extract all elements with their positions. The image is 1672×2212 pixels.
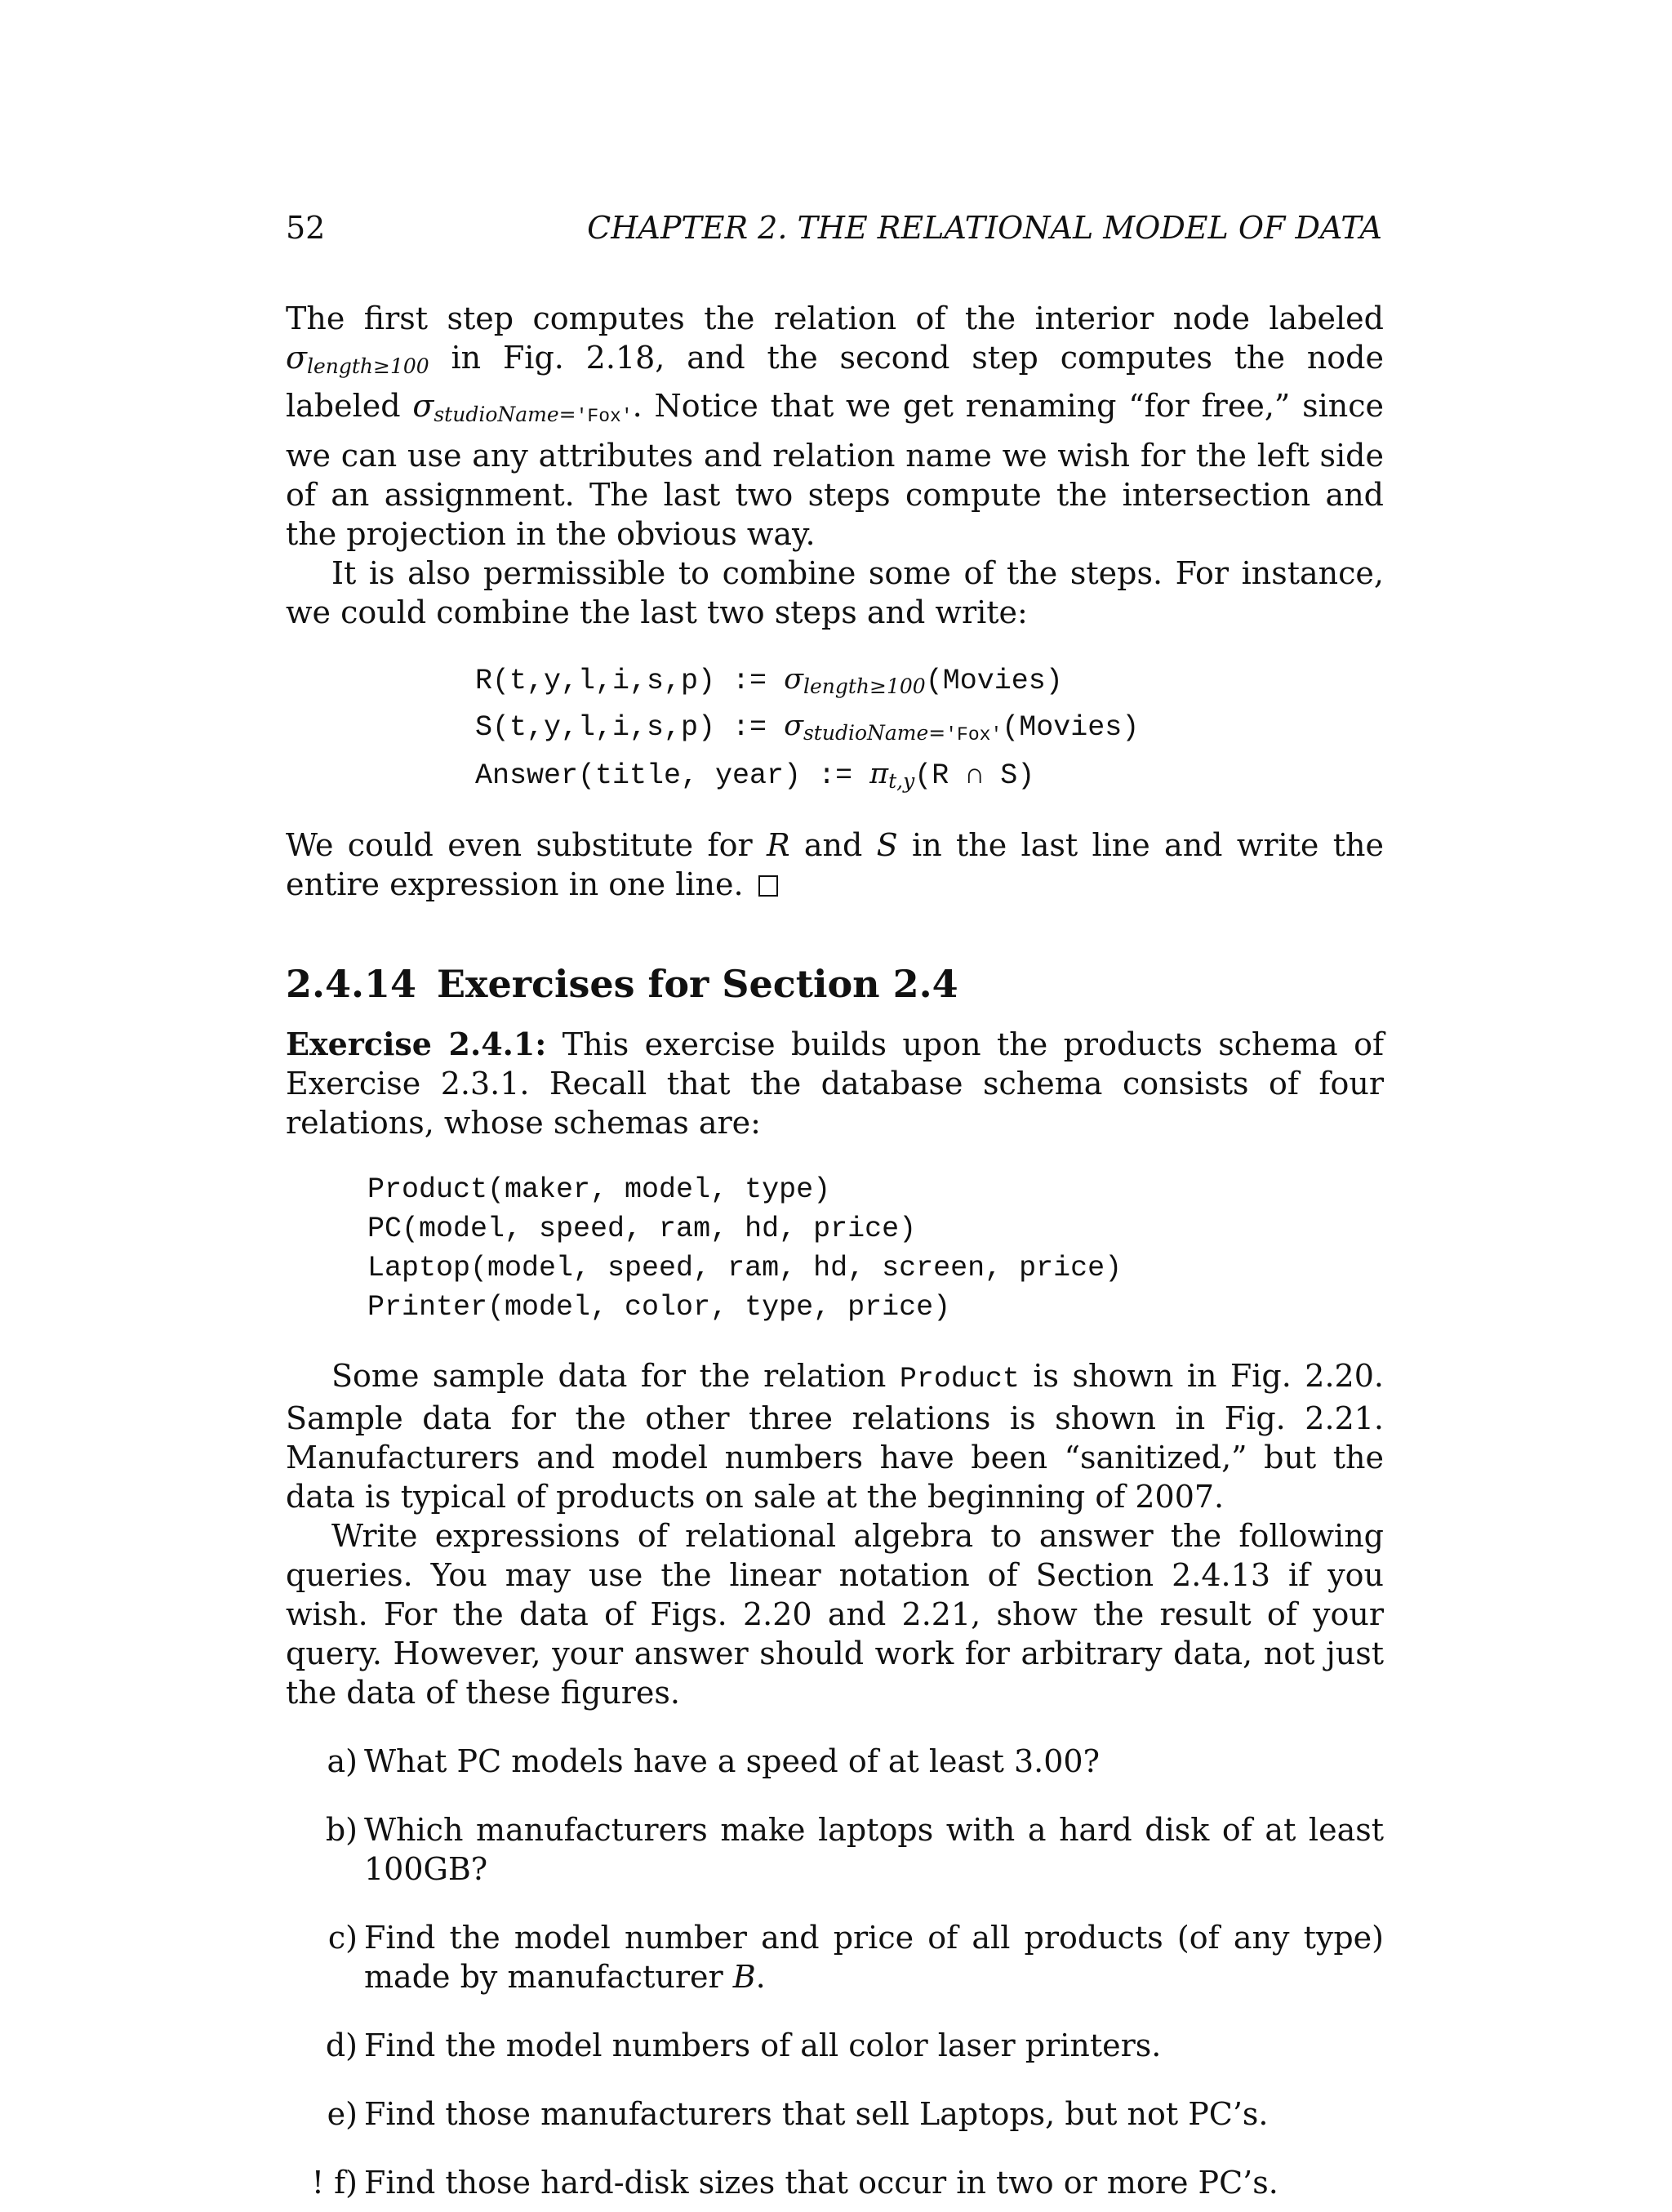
code-text: (Movies) [925, 665, 1063, 697]
subscript-literal: 'Fox' [945, 724, 1003, 745]
text-run: and [789, 827, 877, 863]
query-list [286, 1742, 1384, 2202]
schema-line: Printer(model, color, type, price) [367, 1291, 951, 1324]
page-header [286, 208, 1382, 249]
list-item [286, 1810, 1384, 1889]
list-item-text: Which manufacturers make laptops with a hard disk of at least 100GB? [364, 1812, 1384, 1887]
code-text: (R ∩ S) [914, 759, 1035, 792]
schema-code-block [367, 1170, 1384, 1327]
paragraph-sample-data [286, 1356, 1384, 1516]
subscript: studioName= [434, 403, 576, 426]
subscript-literal: 'Fox' [576, 406, 633, 427]
subscript: studioName= [803, 721, 946, 745]
page-body [286, 299, 1384, 2202]
qed-box-icon [758, 875, 778, 897]
code-line [475, 706, 1384, 754]
exercise-intro [286, 1025, 1384, 1142]
code-line [475, 754, 1384, 801]
text-run: in Fig. 2.18, and the second step computes the node labeled [286, 340, 1384, 424]
text-run: Some sample data for the relation [331, 1358, 900, 1394]
sigma-symbol: σ [286, 340, 307, 376]
exercise-label: Exercise 2.4.1: [286, 1026, 547, 1062]
code-line [475, 660, 1384, 706]
text-run: We could even substitute for [286, 827, 767, 863]
paragraph-combine-steps: It is also permissible to combine some of the steps. For instance, we could combine the last two steps and write: [286, 555, 1384, 630]
list-marker: b) [325, 1812, 358, 1848]
math-var: S [876, 827, 898, 863]
paragraph-substitute [286, 826, 1384, 904]
running-head: CHAPTER 2. THE RELATIONAL MODEL OF DATA [587, 210, 1382, 246]
list-marker: e) [327, 2096, 358, 2132]
schema-line: PC(model, speed, ram, hd, price) [367, 1213, 917, 1245]
list-marker: c) [327, 1920, 358, 1956]
sigma-symbol: σ [412, 388, 434, 424]
list-item [286, 1918, 1384, 1996]
list-item-text: Find those hard-disk sizes that occur in two or more PC’s. [364, 2165, 1278, 2201]
list-marker: a) [327, 1743, 358, 1779]
list-item [286, 2026, 1384, 2065]
list-item-text: Find those manufacturers that sell Laptops, but not PC’s. [364, 2096, 1269, 2132]
list-item [286, 2094, 1384, 2134]
inline-code: Product [899, 1363, 1020, 1395]
schema-line: Product(maker, model, type) [367, 1173, 831, 1206]
list-item-text: What PC models have a speed of at least 3.00? [364, 1743, 1100, 1779]
paragraph-instructions: Write expressions of relational algebra to answer the following queries. You may use the linear notation of Section 2.4.13 if you wish. For the data of Figs. 2.20 and 2.21, show the result of your query. However, your answer should work for arbitrary data, not just the data of these figures. [286, 1518, 1384, 1711]
math-var: R [766, 827, 790, 863]
code-text: Answer(title, year) := [475, 759, 870, 792]
text-run: in the last line and write the entire expression in one line. [286, 827, 1384, 902]
list-item-text: . [755, 1959, 766, 1995]
exercise-text: This exercise builds upon the products schema of Exercise 2.3.1. Recall that the database schema consists of four relations, whose schemas are: [286, 1026, 1385, 1141]
subscript: length≥100 [306, 354, 429, 378]
list-item [286, 1742, 1384, 1781]
subscript: t,y [888, 769, 915, 793]
list-marker: d) [325, 2027, 358, 2063]
sigma-symbol: σ [784, 710, 803, 742]
pi-symbol: π [869, 758, 889, 790]
sigma-symbol: σ [784, 663, 803, 696]
page-number: 52 [286, 210, 326, 246]
code-text: S(t,y,l,i,s,p) := [475, 711, 785, 744]
text-run: is shown in Fig. 2.20. Sample data for the other three relations is shown in Fig. 2.21. Manufacturers and model numbers have been “sanitized,” but the data is typical of products on sale at the beginning of 2007. [286, 1358, 1384, 1515]
text-run: The first step computes the relation of the interior node labeled [286, 300, 1384, 336]
list-item-text: Find the model numbers of all color laser printers. [364, 2027, 1162, 2063]
section-title: Exercises for Section 2.4 [437, 962, 958, 1006]
math-var: B [732, 1959, 756, 1995]
subscript: length≥100 [803, 674, 926, 698]
section-heading [286, 959, 1384, 1008]
section-number: 2.4.14 [286, 962, 417, 1006]
list-item-text: Find the model number and price of all products (of any type) made by manufacturer [364, 1920, 1384, 1995]
list-marker: ! f) [311, 2165, 358, 2201]
text-run: . Notice that we get renaming “for free,” since we can use any attributes and relation name we wish for the left side of an assignment. The last two steps compute the intersection and the projection in the obvious way. [286, 388, 1385, 552]
paragraph-steps-explanation [286, 299, 1384, 554]
code-text: (Movies) [1002, 711, 1140, 744]
schema-line: Laptop(model, speed, ram, hd, screen, price) [367, 1252, 1123, 1284]
code-block-assignments [475, 660, 1384, 801]
code-text: R(t,y,l,i,s,p) := [475, 665, 785, 697]
list-item [286, 2163, 1384, 2202]
